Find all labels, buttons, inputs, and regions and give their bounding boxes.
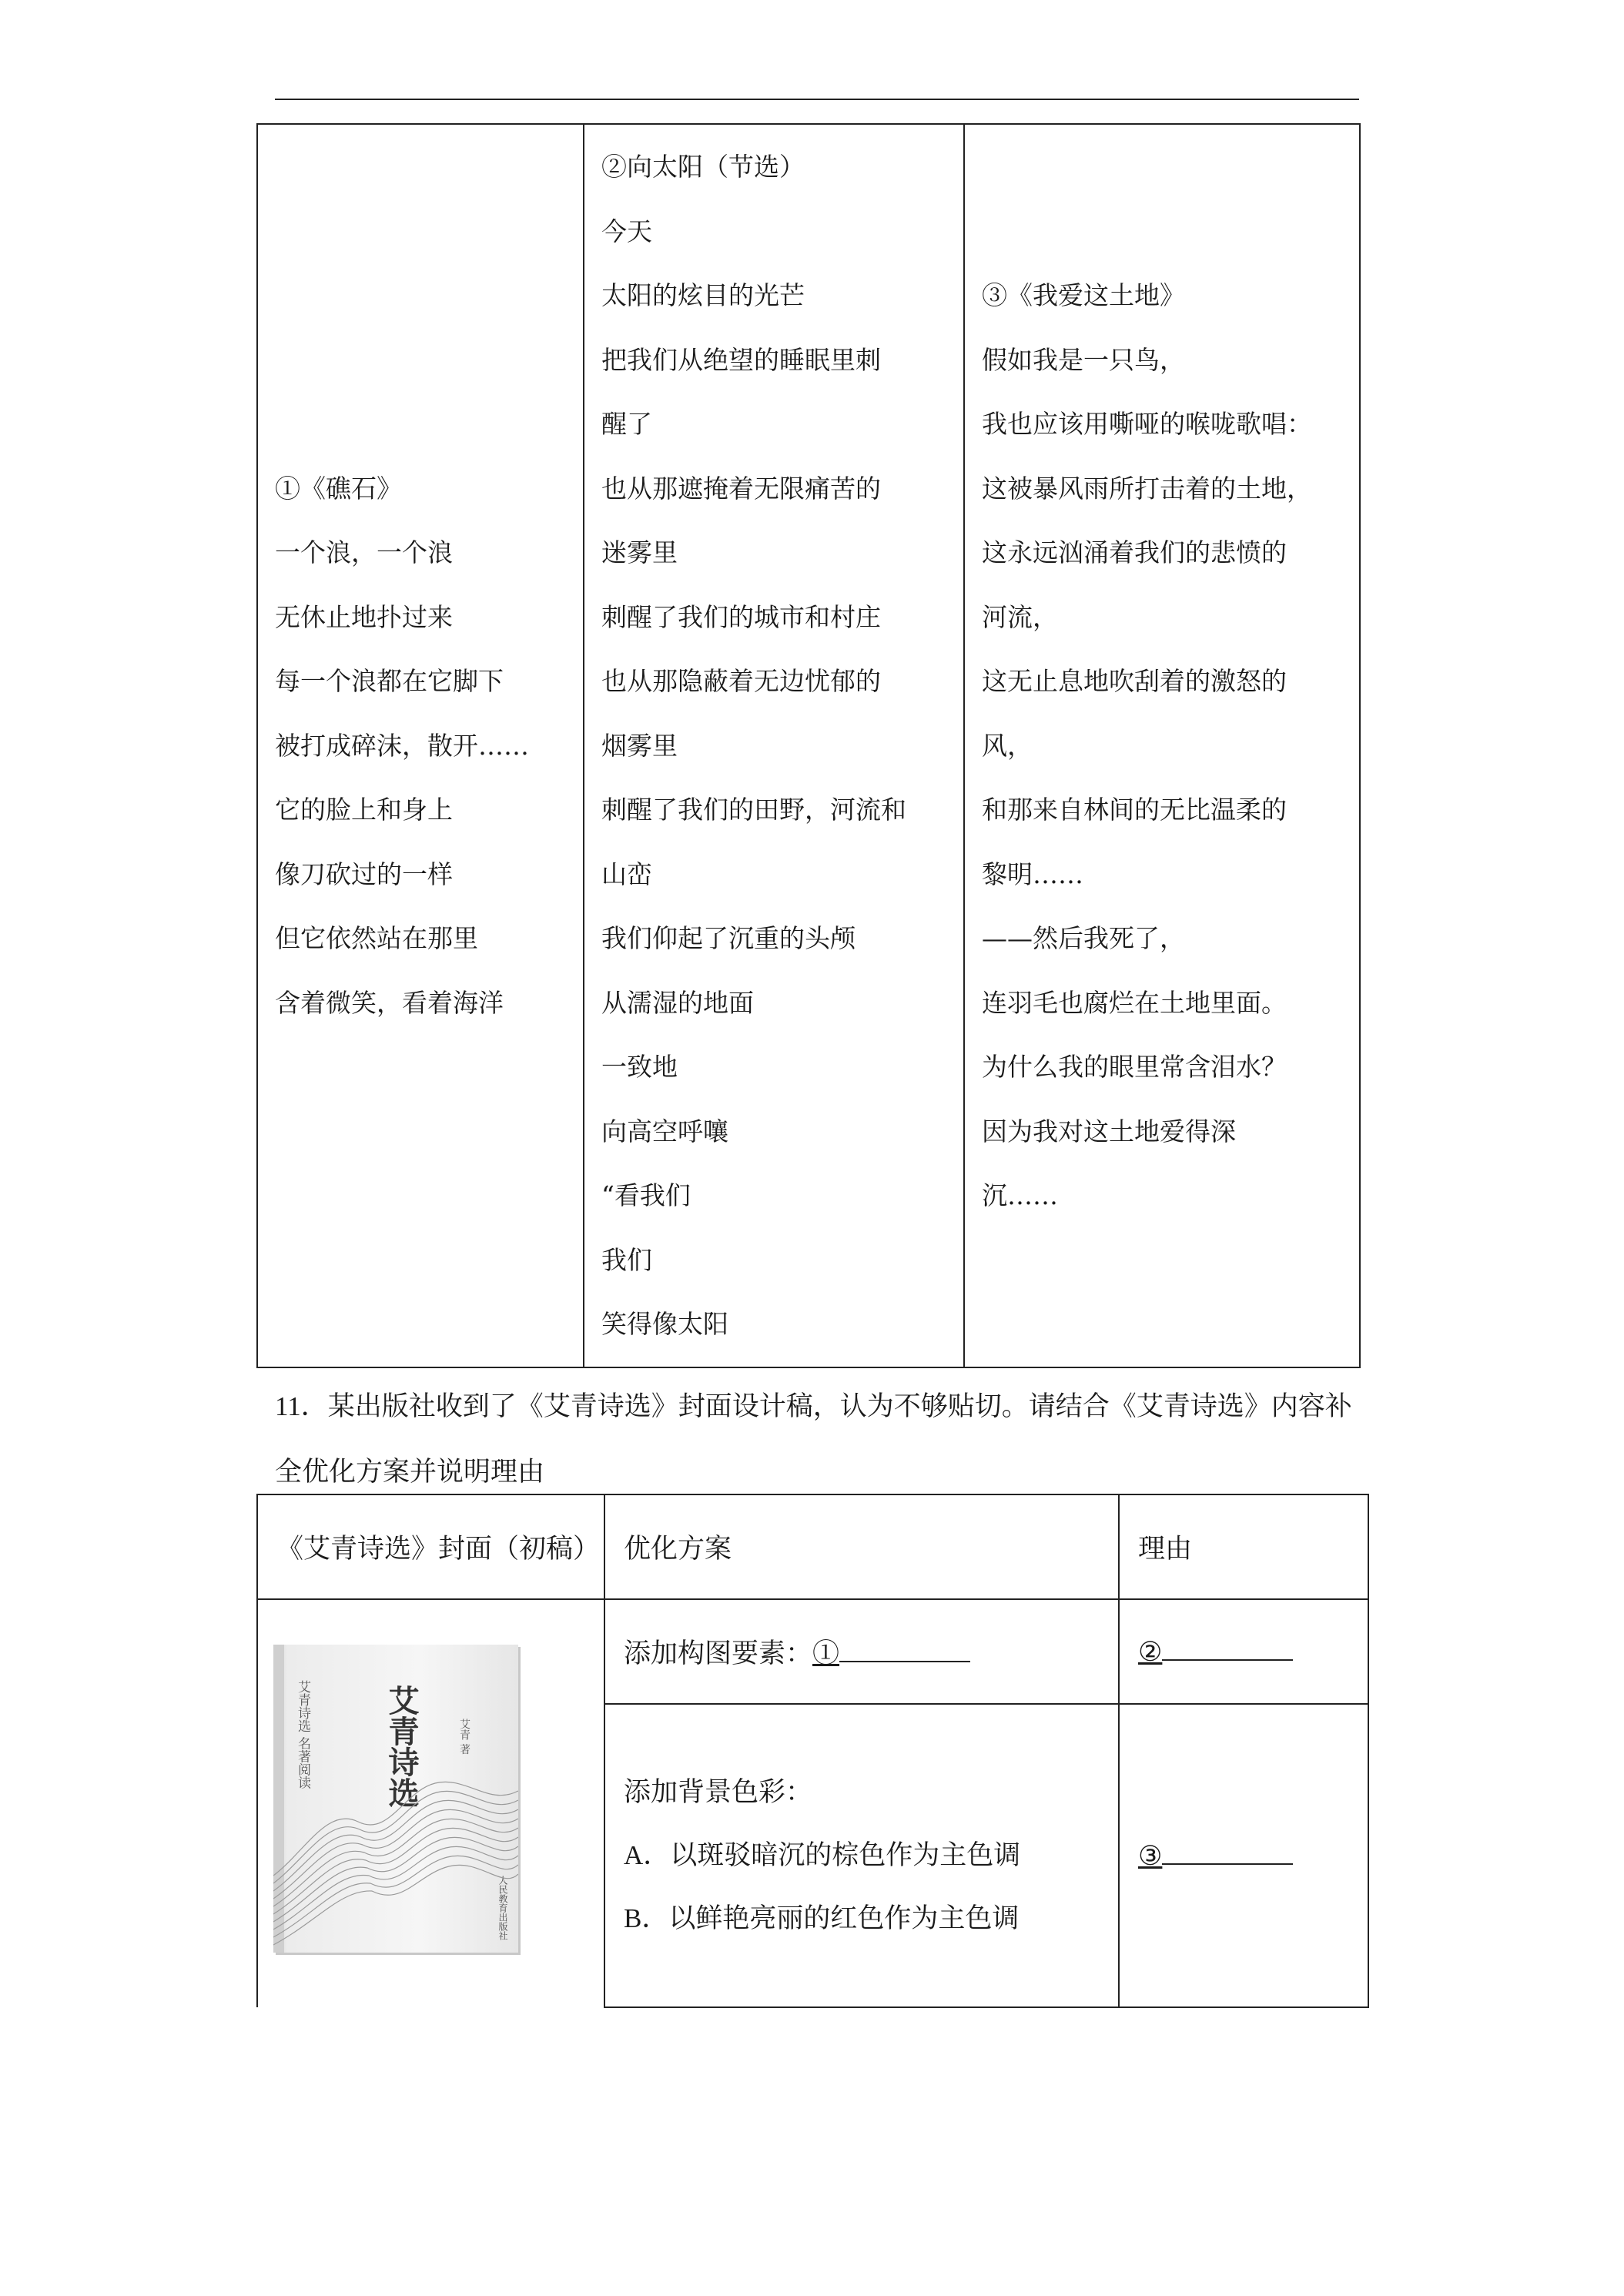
plan-cell-composition (604, 1599, 1119, 1704)
option-a: A．以斑驳暗沉的棕色作为主色调 (624, 1840, 1021, 1870)
poem-line: 一致地 (601, 1052, 678, 1083)
mountain-lines-illustration (273, 1760, 518, 1953)
poem-cell-land (964, 124, 1360, 1367)
poem-line: ①《礁石》 (275, 473, 402, 504)
poem-line: 无休止地扑过来 (275, 601, 453, 632)
blank-3-marker: ③ (1138, 1840, 1163, 1871)
poem-line: 河流， (982, 601, 1058, 632)
poem-line: 但它依然站在那里 (275, 923, 478, 954)
option-b: B．以鲜艳亮丽的红色作为主色调 (624, 1903, 1020, 1933)
poem-line: 为什么我的眼里常含泪水？ (982, 1052, 1287, 1083)
blank-3[interactable] (1162, 1840, 1293, 1865)
book-title: 艾青诗选 (383, 1685, 420, 1808)
poem-line: 迷雾里 (601, 537, 678, 568)
reason-cell-1 (1119, 1599, 1368, 1704)
blank-1[interactable] (839, 1638, 970, 1662)
header-rule (275, 99, 1359, 100)
book-spine-text: 艾青诗选 名著阅读 (295, 1680, 310, 1789)
blank-1-marker: ① (812, 1638, 840, 1668)
poem-line: 每一个浪都在它脚下 (275, 666, 504, 697)
poem-line: 把我们从绝望的睡眠里刺 (601, 344, 881, 375)
poem-line: ——然后我死了， (982, 923, 1185, 954)
poem-line: 太阳的炫目的光芒 (601, 280, 805, 311)
poem-line: 因为我对这土地爱得深 (982, 1116, 1236, 1146)
plan-cell-color (604, 1704, 1119, 2007)
poem-line: 这无止息地吹刮着的激怒的 (982, 666, 1287, 697)
cover-design-table (256, 1494, 1369, 2008)
blank-2-marker: ② (1138, 1636, 1163, 1667)
poem-line: 山峦 (601, 858, 652, 889)
poem-line: ②向太阳（节选） (601, 152, 805, 182)
poem-line: 它的脸上和身上 (275, 795, 453, 825)
poem-line: 今天 (601, 216, 652, 246)
poem-line: 向高空呼嚷 (601, 1116, 728, 1146)
poem-line: 醒了 (601, 409, 652, 440)
cover-draft-cell (257, 1599, 604, 2007)
poem-line: 烟雾里 (601, 730, 678, 761)
book-cover-image (273, 1645, 521, 1955)
poem-line: “看我们 (601, 1180, 691, 1211)
poem-line: 刺醒了我们的田野，河流和 (601, 795, 906, 825)
book-press: 人民教育出版社 (497, 1876, 508, 1940)
poem-line: 黎明…… (982, 858, 1083, 889)
poem-line: 风， (982, 730, 1033, 761)
question-text: 某出版社收到了《艾青诗选》封面设计稿，认为不够贴切。请结合《艾青诗选》内容补全优化方案并说明理由 (275, 1391, 1352, 1487)
blank-2[interactable] (1162, 1636, 1293, 1661)
poem-line: 一个浪，一个浪 (275, 537, 453, 568)
poem-line: 也从那隐蔽着无边忧郁的 (601, 666, 881, 697)
poem-line: 我们仰起了沉重的头颅 (601, 923, 856, 954)
book-author: 艾青 著 (458, 1719, 470, 1755)
poem-line: 这永远汹涌着我们的悲愤的 (982, 537, 1287, 568)
reason-cell-2 (1119, 1704, 1368, 2007)
poem-line: ③《我爱这土地》 (982, 280, 1185, 311)
header-reason: 理由 (1119, 1494, 1368, 1599)
poem-line: 我也应该用嘶哑的喉咙歌唱： (982, 409, 1312, 440)
poem-line: 被打成碎沫，散开…… (275, 730, 529, 761)
poem-line: 也从那遮掩着无限痛苦的 (601, 473, 881, 504)
poem-line: 我们 (601, 1244, 652, 1275)
poem-line: 连羽毛也腐烂在土地里面。 (982, 987, 1287, 1018)
plan-composition-label: 添加构图要素： (624, 1638, 813, 1668)
question-number: 11． (275, 1391, 328, 1421)
poem-line: 含着微笑，看着海洋 (275, 987, 504, 1018)
poem-line: 沉…… (982, 1180, 1058, 1211)
poem-table (256, 123, 1361, 1368)
poem-line: 假如我是一只鸟， (982, 344, 1185, 375)
poem-line: 从濡湿的地面 (601, 987, 754, 1018)
poem-line: 刺醒了我们的城市和村庄 (601, 601, 881, 632)
plan-color-label: 添加背景色彩： (624, 1777, 813, 1807)
poem-cell-sun (584, 124, 964, 1367)
poem-line: 像刀砍过的一样 (275, 858, 453, 889)
header-cover: 《艾青诗选》封面（初稿） (257, 1494, 604, 1599)
poem-line: 笑得像太阳 (601, 1309, 728, 1340)
question-11 (275, 1374, 1368, 1504)
poem-line: 和那来自林间的无比温柔的 (982, 795, 1287, 825)
poem-cell-reef (257, 124, 584, 1367)
header-plan: 优化方案 (604, 1494, 1119, 1599)
poem-line: 这被暴风雨所打击着的土地， (982, 473, 1312, 504)
